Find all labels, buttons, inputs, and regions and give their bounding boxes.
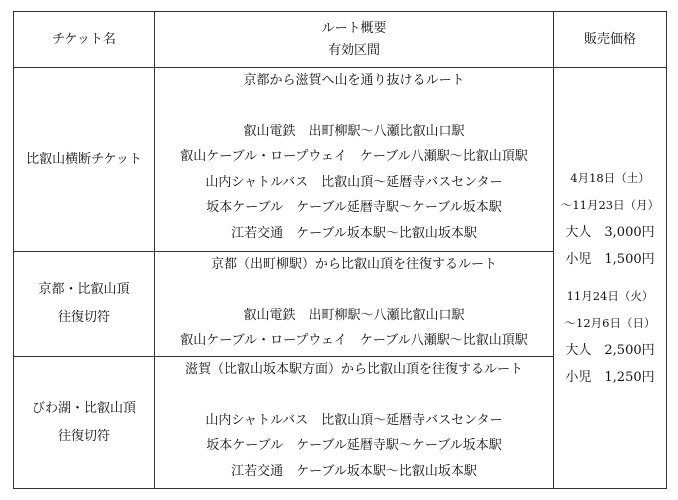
header-route-summary: ルート概要	[321, 20, 387, 36]
route-segment: 叡山電鉄 出町柳駅～八瀬比叡山口駅	[243, 307, 465, 323]
ticket-name: 往復切符	[57, 428, 110, 444]
ticket-name: びわ湖・比叡山頂	[31, 400, 136, 416]
ticket-name-cell	[14, 357, 155, 489]
route-segment: 山内シャトルバス 比叡山頂～延暦寺バスセンター	[205, 174, 503, 190]
ticket-table	[13, 11, 667, 489]
route-cell	[155, 357, 554, 489]
route-cell	[155, 68, 554, 252]
route-segment: 叡山電鉄 出町柳駅～八瀬比叡山口駅	[243, 123, 465, 139]
ticket-name: 往復切符	[57, 310, 110, 325]
price-period2-end: ～12月6日（日）	[564, 316, 656, 330]
header-ticket-name: チケット名	[14, 12, 155, 68]
route-segment: 山内シャトルバス 比叡山頂～延暦寺バスセンター	[205, 412, 503, 428]
route-segment: 叡山ケーブル・ロープウェイ ケーブル八瀬駅～比叡山頂駅	[180, 149, 528, 164]
route-segment: 坂本ケーブル ケーブル延暦寺駅～ケーブル坂本駅	[206, 438, 502, 453]
header-price: 販売価格	[554, 12, 667, 68]
route-segment: 叡山ケーブル・ロープウェイ ケーブル八瀬駅～比叡山頂駅	[180, 333, 528, 348]
price-period1-child: 小児 1,500円	[565, 252, 655, 267]
header-route-section: 有効区間	[327, 42, 380, 58]
table-row	[14, 68, 667, 252]
header-route	[155, 12, 554, 68]
route-summary: 京都から滋賀へ山を通り抜けるルート	[243, 73, 465, 88]
ticket-name: 京都・比叡山頂	[38, 282, 130, 297]
route-segment: 江若交通 ケーブル坂本駅～比叡山坂本駅	[231, 225, 477, 241]
price-period2-adult: 大人 2,500円	[565, 343, 655, 358]
route-summary: 滋賀（比叡山坂本駅方面）から比叡山頂を往復するルート	[184, 362, 523, 377]
price-period1-adult: 大人 3,000円	[565, 225, 655, 240]
table-header-row	[14, 12, 667, 68]
price-period2-start: 11月24日（火）	[566, 289, 654, 303]
ticket-name-cell	[14, 68, 155, 252]
route-summary: 京都（出町柳駅）から比叡山頂を往復するルート	[210, 257, 497, 272]
price-cell	[554, 68, 667, 489]
price-period1-start: 4月18日（土）	[570, 171, 650, 185]
route-cell	[155, 252, 554, 357]
ticket-name-cell	[14, 252, 155, 357]
ticket-name: 比叡山横断チケット	[26, 151, 142, 167]
price-period1-end: ～11月23日（月）	[560, 198, 660, 212]
price-period2-child: 小児 1,250円	[565, 370, 655, 385]
route-segment: 江若交通 ケーブル坂本駅～比叡山坂本駅	[231, 463, 477, 479]
route-segment: 坂本ケーブル ケーブル延暦寺駅～ケーブル坂本駅	[206, 200, 502, 215]
